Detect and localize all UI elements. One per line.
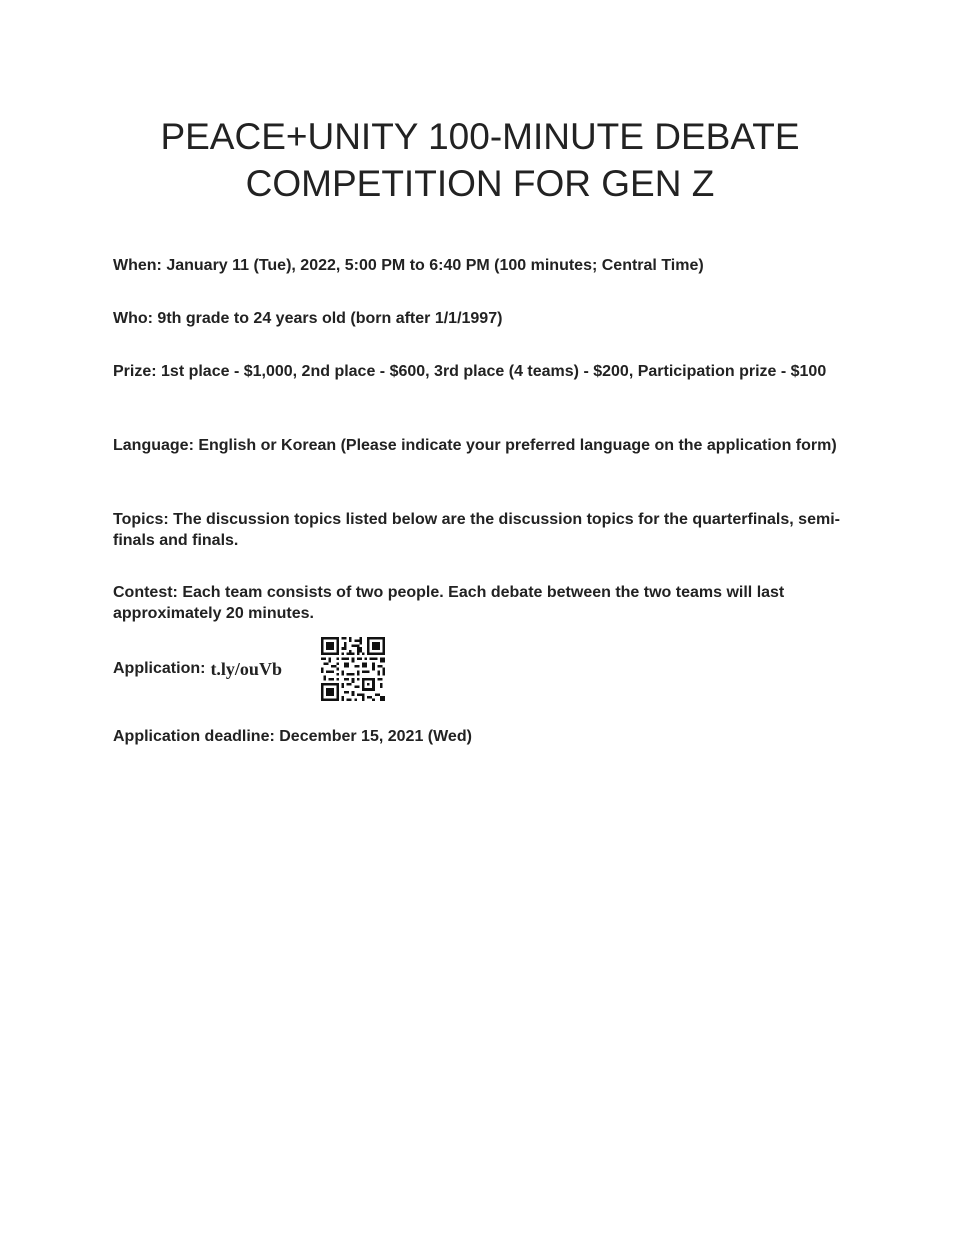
- who-text: Who: 9th grade to 24 years old (born after 1/1/1997): [113, 310, 503, 327]
- application-row: [113, 636, 282, 702]
- page-title-line-2: COMPETITION FOR GEN Z: [245, 163, 715, 204]
- application-label: Application:: [113, 660, 206, 677]
- application-link[interactable]: t.ly/ouVb: [210, 658, 282, 679]
- qr-code-icon[interactable]: [321, 637, 385, 701]
- contest-text: Contest: Each team consists of two people. Each debate between the two teams will last approximately 20 minutes.: [113, 584, 785, 622]
- deadline-text: Application deadline: December 15, 2021 (Wed): [113, 728, 472, 745]
- prize-text: Prize: 1st place - $1,000, 2nd place - $600, 3rd place (4 teams) - $200, Participation prize - $100: [113, 363, 827, 380]
- topics-text: Topics: The discussion topics listed below are the discussion topics for the quarterfinals, semi-finals and finals.: [113, 511, 840, 549]
- when-text: When: January 11 (Tue), 2022, 5:00 PM to 6:40 PM (100 minutes; Central Time): [113, 257, 704, 274]
- language-text: Language: English or Korean (Please indicate your preferred language on the application form): [113, 437, 837, 454]
- page-title-line-1: PEACE+UNITY 100-MINUTE DEBATE: [160, 116, 800, 157]
- page-title: [0, 113, 960, 207]
